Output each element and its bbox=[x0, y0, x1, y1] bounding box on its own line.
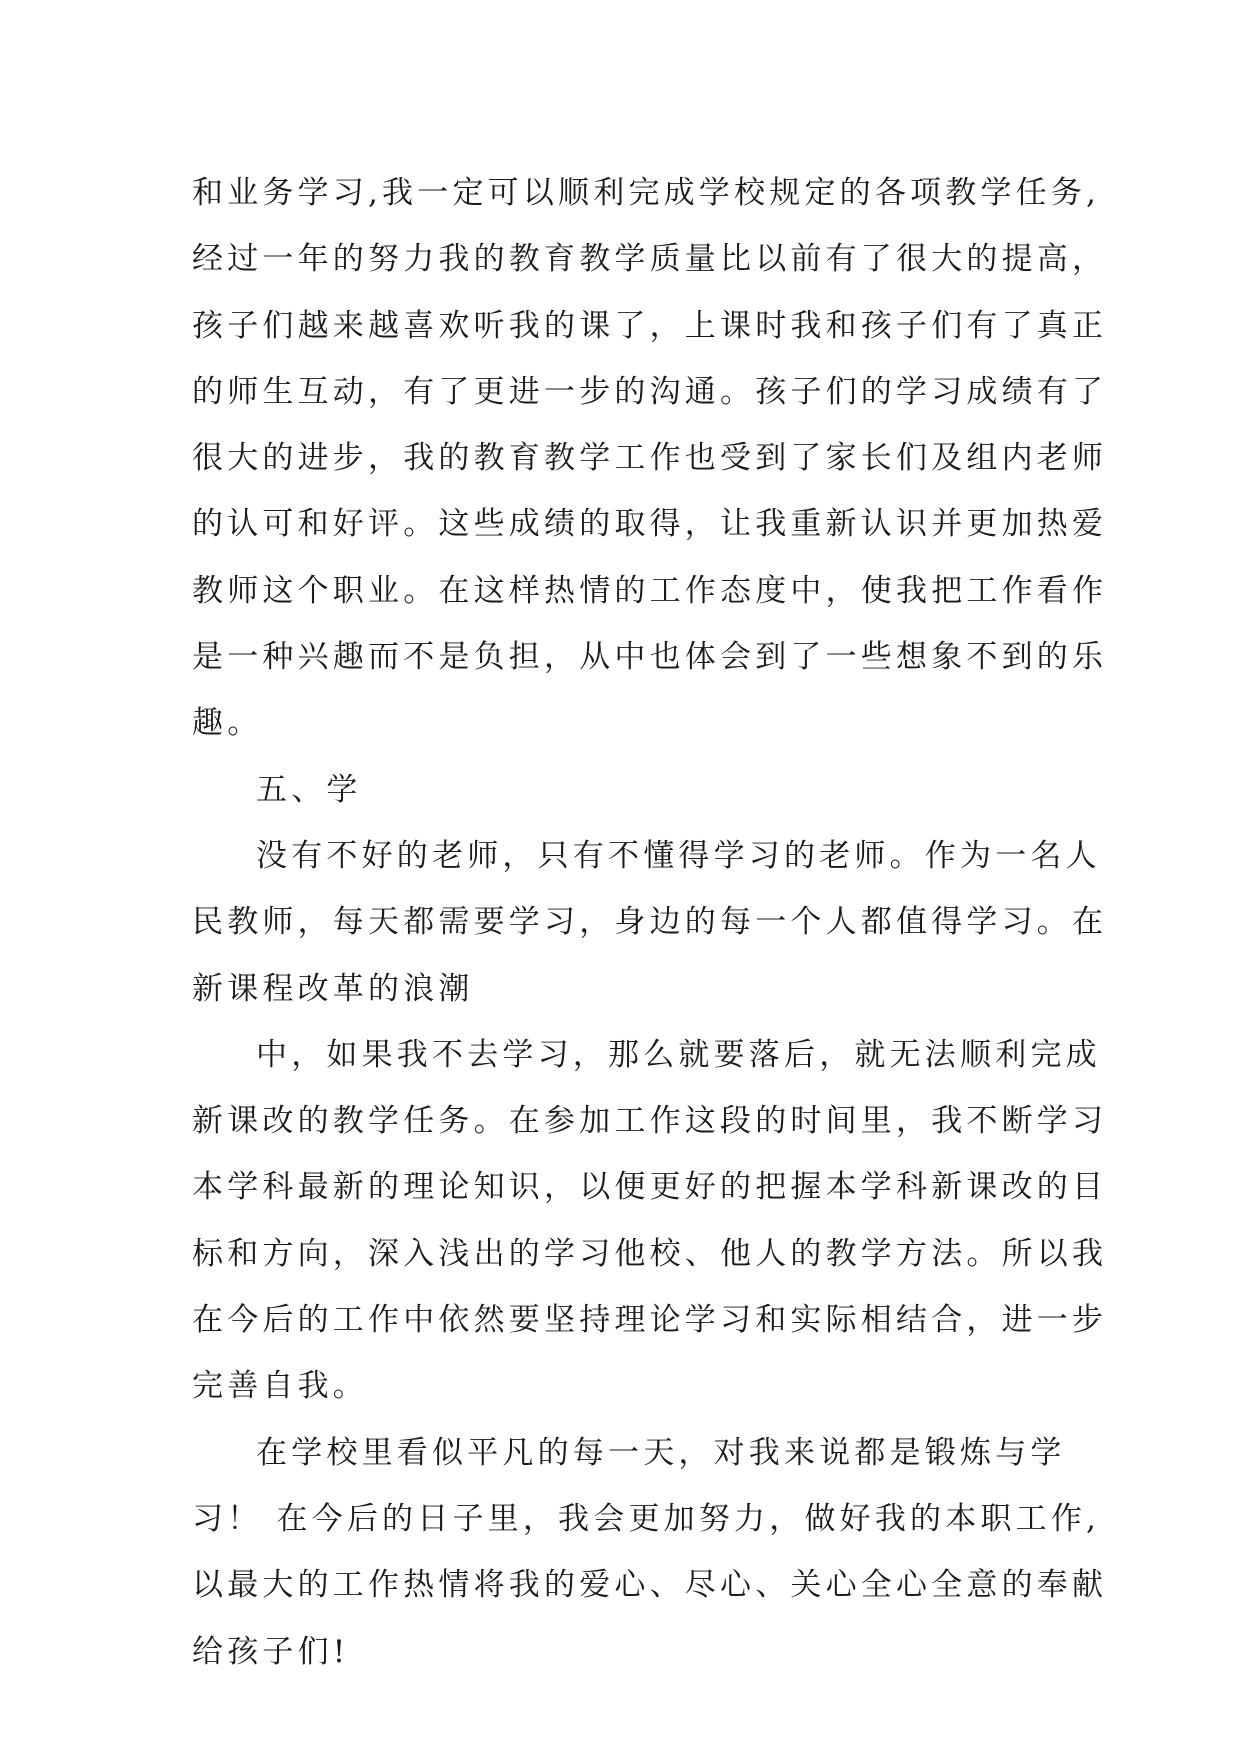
text-line: 本学科最新的理论知识，以便更好的把握本学科新课改的目 bbox=[192, 1169, 1108, 1206]
text-line: 在学校里看似平凡的每一天，对我来说都是锻炼与学 bbox=[256, 1434, 1066, 1471]
text-line: 习！ 在今后的日子里，我会更加努力，做好我的本职工作, bbox=[192, 1500, 1101, 1537]
text-line: 教师这个职业。在这样热情的工作态度中，使我把工作看作 bbox=[192, 572, 1108, 609]
text-line: 和业务学习,我一定可以顺利完成学校规定的各项教学任务, bbox=[192, 175, 1101, 211]
text-line: 新课改的教学任务。在参加工作这段的时间里，我不断学习 bbox=[192, 1103, 1108, 1140]
text-line: 给孩子们! bbox=[192, 1633, 350, 1670]
text-line: 中，如果我不去学习，那么就要落后，就无法顺利完成 bbox=[256, 1036, 1101, 1073]
text-line: 趣。 bbox=[192, 705, 263, 742]
text-line: 经过一年的努力我的教育教学质量比以前有了很大的提高， bbox=[192, 241, 1108, 278]
text-line: 的认可和好评。这些成绩的取得，让我重新认识并更加热爱 bbox=[192, 506, 1108, 543]
body-text bbox=[192, 160, 1108, 1685]
text-line: 没有不好的老师，只有不懂得学习的老师。作为一名人 bbox=[256, 837, 1101, 874]
text-line: 在今后的工作中依然要坚持理论学习和实际相结合，进一步 bbox=[192, 1302, 1108, 1339]
text-line: 是一种兴趣而不是负担，从中也体会到了一些想象不到的乐 bbox=[192, 639, 1108, 676]
text-line: 的师生互动，有了更进一步的沟通。孩子们的学习成绩有了 bbox=[192, 373, 1108, 410]
section-heading: 五、学 bbox=[256, 771, 362, 808]
text-line: 完善自我。 bbox=[192, 1368, 368, 1405]
text-line: 孩子们越来越喜欢听我的课了，上课时我和孩子们有了真正 bbox=[192, 307, 1108, 344]
text-line: 新课程改革的浪潮 bbox=[192, 970, 474, 1007]
text-line: 民教师，每天都需要学习，身边的每一个人都值得学习。在 bbox=[192, 904, 1108, 941]
text-line: 标和方向，深入浅出的学习他校、他人的教学方法。所以我 bbox=[192, 1235, 1108, 1272]
text-line: 很大的进步，我的教育教学工作也受到了家长们及组内老师 bbox=[192, 440, 1108, 477]
text-line: 以最大的工作热情将我的爱心、尽心、关心全心全意的奉献 bbox=[192, 1567, 1108, 1604]
